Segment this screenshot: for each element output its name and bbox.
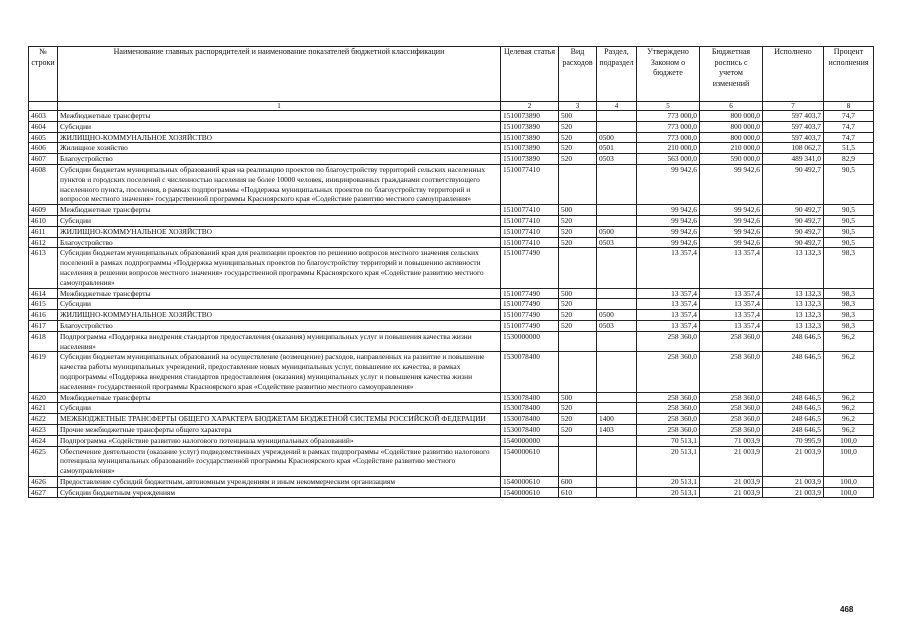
row-expense-type — [559, 248, 597, 288]
row-executed: 108 062,7 — [763, 143, 824, 154]
row-expense-type: 520 — [559, 215, 597, 226]
row-expense-type: 520 — [559, 237, 597, 248]
row-target-article: 1510073890 — [501, 143, 559, 154]
col-number: 6 — [700, 102, 763, 111]
row-section — [597, 215, 637, 226]
row-section: 0501 — [597, 143, 637, 154]
row-approved: 20 513,1 — [637, 446, 700, 476]
row-expense-type: 520 — [559, 310, 597, 321]
row-executed: 248 646,5 — [763, 424, 824, 435]
table-row — [29, 143, 874, 154]
table-row — [29, 226, 874, 237]
row-percent: 90,5 — [824, 237, 874, 248]
row-budget-schedule: 800 000,0 — [700, 121, 763, 132]
row-number: 4617 — [29, 320, 58, 331]
row-target-article: 1510073890 — [501, 121, 559, 132]
col-number: 2 — [501, 102, 559, 111]
row-executed: 597 403,7 — [763, 121, 824, 132]
table-row — [29, 424, 874, 435]
row-target-article: 1540000610 — [501, 476, 559, 487]
row-expense-type: 520 — [559, 403, 597, 414]
row-expense-type: 520 — [559, 320, 597, 331]
row-approved: 258 360,0 — [637, 331, 700, 352]
row-name: Субсидии бюджетам муниципальных образований края для реализации проектов по решению вопросов местного значения сельских поселений в рамках подпрограммы «Поддержка муниципальных проектов по благоустройству территорий и повышению активности населения в решении вопросов местного значения» государственной программы Красноярского края «Содействие развитию местного самоуправления» — [58, 248, 501, 288]
row-executed: 13 132,3 — [763, 248, 824, 288]
row-budget-schedule: 99 942,6 — [700, 237, 763, 248]
row-approved: 13 357,4 — [637, 288, 700, 299]
col-header-section: Раздел, подраздел — [597, 47, 637, 102]
table-row — [29, 215, 874, 226]
row-name: Межбюджетные трансферты — [58, 392, 501, 403]
row-percent: 100,0 — [824, 476, 874, 487]
row-budget-schedule: 13 357,4 — [700, 288, 763, 299]
row-executed: 597 403,7 — [763, 111, 824, 122]
row-budget-schedule: 258 360,0 — [700, 424, 763, 435]
row-executed: 13 132,3 — [763, 310, 824, 321]
row-section — [597, 288, 637, 299]
table-row — [29, 331, 874, 352]
row-section: 0500 — [597, 132, 637, 143]
row-expense-type: 520 — [559, 121, 597, 132]
row-budget-schedule: 99 942,6 — [700, 226, 763, 237]
table-row — [29, 248, 874, 288]
row-approved: 99 942,6 — [637, 164, 700, 204]
col-header-name: Наименование главных распорядителей и наименование показателей бюджетной классификации — [58, 47, 501, 102]
row-target-article: 1530000000 — [501, 331, 559, 352]
row-percent: 90,5 — [824, 205, 874, 216]
row-executed: 248 646,5 — [763, 331, 824, 352]
row-name: Благоустройство — [58, 320, 501, 331]
row-section: 0500 — [597, 310, 637, 321]
row-number: 4615 — [29, 299, 58, 310]
row-expense-type: 520 — [559, 414, 597, 425]
row-expense-type — [559, 446, 597, 476]
row-section — [597, 299, 637, 310]
row-name: Обеспечение деятельности (оказание услуг) подведомственных учреждений в рамках подпрограммы «Содействие развитию налогового потенциала муниципальных образований» государственной программы Красноярского края «Содействие развитию местного самоуправления» — [58, 446, 501, 476]
row-number: 4627 — [29, 487, 58, 498]
row-number: 4609 — [29, 205, 58, 216]
col-header-target-article: Целевая статья — [501, 47, 559, 102]
table-body — [29, 111, 874, 498]
row-budget-schedule: 800 000,0 — [700, 132, 763, 143]
row-approved: 13 357,4 — [637, 320, 700, 331]
row-executed: 13 132,3 — [763, 299, 824, 310]
row-section — [597, 164, 637, 204]
row-target-article: 1510073890 — [501, 132, 559, 143]
row-section — [597, 111, 637, 122]
row-name: Субсидии — [58, 299, 501, 310]
row-executed: 21 003,9 — [763, 487, 824, 498]
row-name: ЖИЛИЩНО-КОММУНАЛЬНОЕ ХОЗЯЙСТВО — [58, 310, 501, 321]
row-budget-schedule: 800 000,0 — [700, 111, 763, 122]
row-percent: 90,5 — [824, 226, 874, 237]
row-number: 4623 — [29, 424, 58, 435]
row-percent: 98,3 — [824, 248, 874, 288]
row-percent: 100,0 — [824, 435, 874, 446]
table-row — [29, 132, 874, 143]
row-number: 4607 — [29, 154, 58, 165]
row-executed: 90 492,7 — [763, 237, 824, 248]
row-section — [597, 205, 637, 216]
table-row — [29, 487, 874, 498]
row-target-article: 1530078400 — [501, 403, 559, 414]
row-target-article: 1510073890 — [501, 111, 559, 122]
row-percent: 98,3 — [824, 299, 874, 310]
row-number: 4610 — [29, 215, 58, 226]
row-target-article: 1510077490 — [501, 299, 559, 310]
row-number: 4611 — [29, 226, 58, 237]
row-section — [597, 352, 637, 392]
row-executed: 90 492,7 — [763, 205, 824, 216]
row-name: Субсидии бюджетам муниципальных образований края на реализацию проектов по благоустройству территорий сельских населенных пунктов и городских поселений с численностью населения не более 10000 человек, инициированных гражданами соответствующего населенного пункта, поселения, в рамках подпрограммы «Поддержка муниципальных проектов по благоустройству территорий и вопросов местного значения» государственной программы Красноярского края «Содействие развитию местного самоуправления» — [58, 164, 501, 204]
row-expense-type — [559, 164, 597, 204]
row-percent: 74,7 — [824, 111, 874, 122]
row-approved: 258 360,0 — [637, 352, 700, 392]
row-name: Субсидии — [58, 403, 501, 414]
row-budget-schedule: 13 357,4 — [700, 248, 763, 288]
table-row — [29, 111, 874, 122]
row-approved: 258 360,0 — [637, 414, 700, 425]
row-target-article: 1510077410 — [501, 205, 559, 216]
row-number: 4606 — [29, 143, 58, 154]
row-name: ЖИЛИЩНО-КОММУНАЛЬНОЕ ХОЗЯЙСТВО — [58, 132, 501, 143]
row-expense-type: 500 — [559, 111, 597, 122]
row-name: Субсидии бюджетным учреждениям — [58, 487, 501, 498]
row-budget-schedule: 99 942,6 — [700, 164, 763, 204]
row-number: 4625 — [29, 446, 58, 476]
row-target-article: 1510077410 — [501, 237, 559, 248]
row-number: 4603 — [29, 111, 58, 122]
row-target-article: 1530078400 — [501, 414, 559, 425]
row-name: Межбюджетные трансферты — [58, 288, 501, 299]
row-name: Межбюджетные трансферты — [58, 205, 501, 216]
row-section — [597, 121, 637, 132]
row-percent: 96,2 — [824, 424, 874, 435]
row-section: 1403 — [597, 424, 637, 435]
row-name: Жилищное хозяйство — [58, 143, 501, 154]
col-header-executed: Исполнено — [763, 47, 824, 102]
col-number: 1 — [58, 102, 501, 111]
row-percent: 90,5 — [824, 215, 874, 226]
row-percent: 74,7 — [824, 121, 874, 132]
row-budget-schedule: 258 360,0 — [700, 403, 763, 414]
table-row — [29, 310, 874, 321]
col-header-no: № строки — [29, 47, 58, 102]
row-section — [597, 248, 637, 288]
table-row — [29, 320, 874, 331]
row-budget-schedule: 258 360,0 — [700, 331, 763, 352]
row-number: 4616 — [29, 310, 58, 321]
table-row — [29, 205, 874, 216]
row-approved: 563 000,0 — [637, 154, 700, 165]
row-name: Субсидии бюджетам муниципальных образований на осуществление (возмещение) расходов, направленных на развитие и повышение качества работы муниципальных учреждений, предоставление новых муниципальных услуг, повышение их качества, в рамках подпрограммы «Поддержка внедрения стандартов предоставления (оказания) муниципальных услуг и повышения качества жизни населения» государственной программы Красноярского края «Содействие развитию местного самоуправления» — [58, 352, 501, 392]
row-expense-type: 500 — [559, 288, 597, 299]
row-target-article: 1510077490 — [501, 248, 559, 288]
row-section: 0503 — [597, 320, 637, 331]
row-section — [597, 446, 637, 476]
row-approved: 210 000,0 — [637, 143, 700, 154]
row-target-article: 1540000000 — [501, 435, 559, 446]
row-executed: 13 132,3 — [763, 288, 824, 299]
row-name: МЕЖБЮДЖЕТНЫЕ ТРАНСФЕРТЫ ОБЩЕГО ХАРАКТЕРА БЮДЖЕТАМ БЮДЖЕТНОЙ СИСТЕМЫ РОССИЙСКОЙ ФЕДЕРАЦИИ — [58, 414, 501, 425]
row-number: 4604 — [29, 121, 58, 132]
row-name: Прочие межбюджетные трансферты общего характера — [58, 424, 501, 435]
row-section — [597, 392, 637, 403]
row-name: Подпрограмма «Поддержка внедрения стандартов предоставления (оказания) муниципальных услуг и повышения качества жизни населения» — [58, 331, 501, 352]
table-row — [29, 299, 874, 310]
table-row — [29, 403, 874, 414]
row-section — [597, 476, 637, 487]
page-number: 468 — [840, 605, 854, 614]
row-section: 0500 — [597, 226, 637, 237]
col-number: 8 — [824, 102, 874, 111]
row-percent: 74,7 — [824, 132, 874, 143]
row-number: 4626 — [29, 476, 58, 487]
row-percent: 51,5 — [824, 143, 874, 154]
row-percent: 96,2 — [824, 392, 874, 403]
row-executed: 90 492,7 — [763, 226, 824, 237]
row-budget-schedule: 13 357,4 — [700, 320, 763, 331]
row-percent: 96,2 — [824, 403, 874, 414]
row-expense-type: 520 — [559, 143, 597, 154]
row-name: Благоустройство — [58, 237, 501, 248]
row-section: 1400 — [597, 414, 637, 425]
row-target-article: 1510077410 — [501, 164, 559, 204]
row-target-article: 1540000610 — [501, 487, 559, 498]
row-name: Субсидии — [58, 121, 501, 132]
row-name: Предоставление субсидий бюджетным, автономным учреждениям и иным некоммерческим организациям — [58, 476, 501, 487]
table-row — [29, 352, 874, 392]
row-budget-schedule: 99 942,6 — [700, 215, 763, 226]
row-number: 4621 — [29, 403, 58, 414]
row-number: 4619 — [29, 352, 58, 392]
row-target-article: 1510073890 — [501, 154, 559, 165]
row-name: Межбюджетные трансферты — [58, 111, 501, 122]
row-number: 4608 — [29, 164, 58, 204]
row-budget-schedule: 71 003,9 — [700, 435, 763, 446]
row-budget-schedule: 21 003,9 — [700, 446, 763, 476]
table-row — [29, 164, 874, 204]
table-row — [29, 288, 874, 299]
row-executed: 248 646,5 — [763, 392, 824, 403]
row-expense-type: 500 — [559, 392, 597, 403]
row-approved: 773 000,0 — [637, 111, 700, 122]
row-percent: 98,3 — [824, 288, 874, 299]
row-name: Подпрограмма «Содействие развитию налогового потенциала муниципальных образований» — [58, 435, 501, 446]
row-approved: 258 360,0 — [637, 424, 700, 435]
row-expense-type: 600 — [559, 476, 597, 487]
col-number: 4 — [597, 102, 637, 111]
table-row — [29, 414, 874, 425]
row-budget-schedule: 258 360,0 — [700, 392, 763, 403]
row-approved: 99 942,6 — [637, 226, 700, 237]
row-number: 4614 — [29, 288, 58, 299]
table-header — [29, 47, 874, 111]
row-percent: 82,9 — [824, 154, 874, 165]
col-number: 7 — [763, 102, 824, 111]
row-executed: 21 003,9 — [763, 476, 824, 487]
row-target-article: 1510077410 — [501, 226, 559, 237]
table-row — [29, 435, 874, 446]
column-number-row — [29, 102, 874, 111]
row-budget-schedule: 21 003,9 — [700, 476, 763, 487]
row-percent: 98,3 — [824, 310, 874, 321]
row-expense-type: 520 — [559, 132, 597, 143]
row-expense-type — [559, 331, 597, 352]
row-approved: 20 513,1 — [637, 487, 700, 498]
row-executed: 90 492,7 — [763, 164, 824, 204]
row-percent: 90,5 — [824, 164, 874, 204]
row-budget-schedule: 99 942,6 — [700, 205, 763, 216]
row-approved: 13 357,4 — [637, 299, 700, 310]
row-target-article: 1510077490 — [501, 310, 559, 321]
row-target-article: 1510077490 — [501, 320, 559, 331]
table-row — [29, 476, 874, 487]
row-number: 4620 — [29, 392, 58, 403]
row-name: Благоустройство — [58, 154, 501, 165]
row-approved: 20 513,1 — [637, 476, 700, 487]
row-expense-type — [559, 352, 597, 392]
table-row — [29, 446, 874, 476]
row-name: Субсидии — [58, 215, 501, 226]
row-executed: 248 646,5 — [763, 403, 824, 414]
row-approved: 99 942,6 — [637, 237, 700, 248]
row-approved: 258 360,0 — [637, 392, 700, 403]
row-percent: 96,2 — [824, 352, 874, 392]
row-approved: 258 360,0 — [637, 403, 700, 414]
row-budget-schedule: 21 003,9 — [700, 487, 763, 498]
row-budget-schedule: 258 360,0 — [700, 414, 763, 425]
row-budget-schedule: 13 357,4 — [700, 299, 763, 310]
row-expense-type — [559, 435, 597, 446]
col-number: 3 — [559, 102, 597, 111]
row-expense-type: 610 — [559, 487, 597, 498]
row-budget-schedule: 13 357,4 — [700, 310, 763, 321]
row-executed: 489 341,0 — [763, 154, 824, 165]
row-number: 4612 — [29, 237, 58, 248]
row-section — [597, 435, 637, 446]
row-expense-type: 520 — [559, 226, 597, 237]
row-number: 4613 — [29, 248, 58, 288]
row-section: 0503 — [597, 237, 637, 248]
row-number: 4605 — [29, 132, 58, 143]
row-percent: 100,0 — [824, 487, 874, 498]
row-approved: 773 000,0 — [637, 121, 700, 132]
row-approved: 99 942,6 — [637, 215, 700, 226]
row-executed: 90 492,7 — [763, 215, 824, 226]
table-row — [29, 121, 874, 132]
row-number: 4622 — [29, 414, 58, 425]
row-expense-type: 520 — [559, 424, 597, 435]
row-percent: 98,3 — [824, 320, 874, 331]
col-header-expense-type: Вид расходов — [559, 47, 597, 102]
row-expense-type: 500 — [559, 205, 597, 216]
row-target-article: 1510077490 — [501, 288, 559, 299]
col-header-approved: Утверждено Законом о бюджете — [637, 47, 700, 102]
row-section: 0503 — [597, 154, 637, 165]
table-row — [29, 392, 874, 403]
budget-execution-table — [28, 46, 874, 498]
row-expense-type: 520 — [559, 299, 597, 310]
row-section — [597, 487, 637, 498]
table-row — [29, 154, 874, 165]
col-header-budget-schedule: Бюджетная роспись с учетом изменений — [700, 47, 763, 102]
row-approved: 70 513,1 — [637, 435, 700, 446]
row-executed: 13 132,3 — [763, 320, 824, 331]
row-executed: 248 646,5 — [763, 352, 824, 392]
row-section — [597, 403, 637, 414]
row-section — [597, 331, 637, 352]
row-target-article: 1530078400 — [501, 424, 559, 435]
row-executed: 248 646,5 — [763, 414, 824, 425]
row-percent: 96,2 — [824, 331, 874, 352]
col-number: 5 — [637, 102, 700, 111]
row-approved: 99 942,6 — [637, 205, 700, 216]
row-budget-schedule: 210 000,0 — [700, 143, 763, 154]
row-target-article: 1510077410 — [501, 215, 559, 226]
row-target-article: 1530078400 — [501, 392, 559, 403]
row-executed: 70 995,9 — [763, 435, 824, 446]
row-budget-schedule: 590 000,0 — [700, 154, 763, 165]
row-expense-type: 520 — [559, 154, 597, 165]
row-number: 4618 — [29, 331, 58, 352]
row-percent: 96,2 — [824, 414, 874, 425]
col-header-percent: Процент исполнения — [824, 47, 874, 102]
row-executed: 21 003,9 — [763, 446, 824, 476]
row-name: ЖИЛИЩНО-КОММУНАЛЬНОЕ ХОЗЯЙСТВО — [58, 226, 501, 237]
row-approved: 13 357,4 — [637, 310, 700, 321]
row-executed: 597 403,7 — [763, 132, 824, 143]
row-target-article: 1530078400 — [501, 352, 559, 392]
table-row — [29, 237, 874, 248]
row-target-article: 1540000610 — [501, 446, 559, 476]
row-percent: 100,0 — [824, 446, 874, 476]
row-approved: 773 000,0 — [637, 132, 700, 143]
row-budget-schedule: 258 360,0 — [700, 352, 763, 392]
row-number: 4624 — [29, 435, 58, 446]
row-approved: 13 357,4 — [637, 248, 700, 288]
